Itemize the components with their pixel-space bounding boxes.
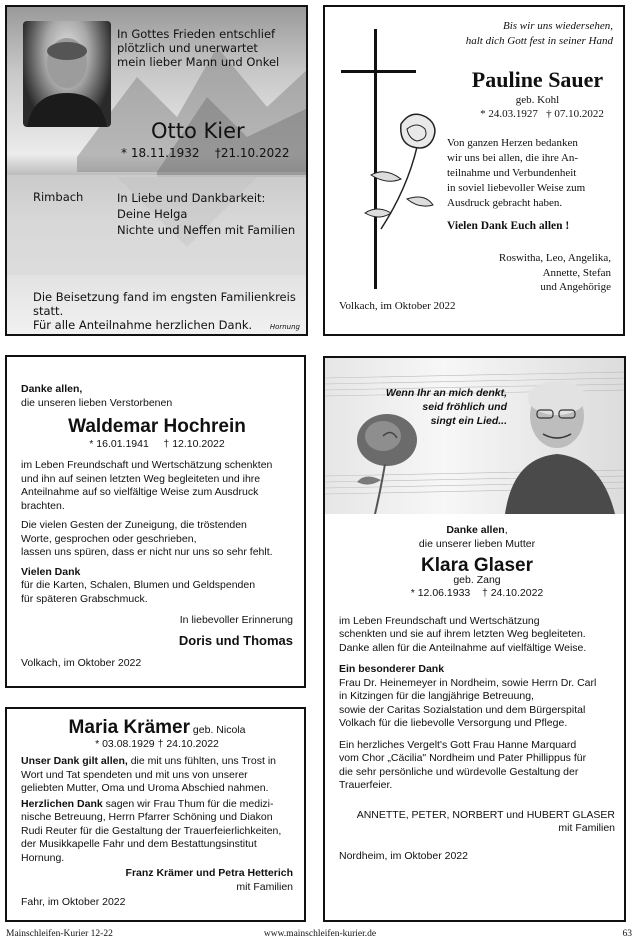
paragraph-1: Unser Dank gilt allen, die mit uns fühlten, uns Trost in Wort und Tat spendeten und mit uns von unserer geliebten Mutter, Oma und Uroma Abschied nahmen.: [21, 755, 277, 794]
footer-publication: Mainschleifen-Kurier 12-22: [6, 929, 113, 939]
thanks-subline: die unserer lieben Mutter: [418, 537, 536, 550]
birth-star-icon: *: [410, 587, 415, 599]
place-date: Volkach, im Oktober 2022: [339, 300, 456, 312]
dank-heading: Vielen Dank: [21, 565, 81, 578]
signers: ANNETTE, PETER, NORBERT und HUBERT GLASER: [356, 808, 615, 821]
signers-suffix: mit Familien: [236, 880, 293, 893]
portrait-photo: [23, 21, 111, 127]
dank-body: für die Karten, Schalen, Blumen und Geldspenden für späteren Grabschmuck.: [21, 579, 256, 605]
deceased-name: Maria Krämer: [68, 717, 190, 738]
deceased-name: Waldemar Hochrein: [68, 416, 246, 437]
paragraph-1: im Leben Freundschaft und Wertschätzung schenkten und sie auf ihrem letzten Weg begleiteten. Danke allen für die Anteilnahme auf vielfältige Weise.: [339, 614, 587, 654]
obituary-klara-glaser: [323, 356, 626, 922]
maiden-name: geb. Nicola: [192, 724, 246, 736]
paragraph-1: im Leben Freundschaft und Wertschätzung schenkten und ihn auf seinen letzten Weg begleiteten und ihre Anteilnahme auf so vielfältige Weise zum Ausdruck brachten.: [21, 459, 273, 512]
poem: Wenn Ihr an mich denkt, seid fröhlich und singt ein Lied...: [385, 387, 507, 427]
cross-and-rose-icon: [341, 29, 451, 299]
birth-star-icon: *: [89, 437, 94, 450]
deceased-name: Pauline Sauer: [471, 67, 604, 92]
death-date: 21.10.2022: [220, 146, 290, 160]
motto: Bis wir uns wiedersehen, halt dich Gott fest in seiner Hand: [465, 20, 613, 47]
family-signature: Roswitha, Leo, Angelika, Annette, Stefan und Angehörige: [498, 252, 611, 293]
paragraph-2: Die vielen Gesten der Zuneigung, die tröstenden Worte, gesprochen oder geschrieben, lassen uns spüren, dass er nicht nur uns so sehr fehlt.: [21, 519, 273, 558]
birth-date: 03.08.1929: [102, 737, 155, 750]
death-cross-icon: †: [214, 146, 221, 160]
family-signature: In Liebe und Dankbarkeit: Deine Helga Nichte und Neffen mit Familien: [117, 191, 296, 237]
death-date: 24.10.2022: [166, 737, 219, 750]
thanks-heading: Danke allen,: [21, 383, 83, 395]
designer-signature: Hornung: [269, 323, 300, 331]
closing-text: Die Beisetzung fand im engsten Familienkreis statt. Für alle Anteilnahme herzlichen Dank.: [33, 290, 296, 332]
life-dates: [21, 738, 293, 752]
thanks-subline: die unseren lieben Verstorbenen: [21, 396, 173, 409]
rose-and-portrait-illustration: [325, 358, 626, 514]
footer-website[interactable]: www.mainschleifen-kurier.de: [263, 929, 377, 939]
death-cross-icon: †: [546, 108, 552, 120]
thanks-heading: Danke allen,: [446, 524, 508, 536]
birth-star-icon: *: [480, 108, 486, 120]
signers: Doris und Thomas: [178, 632, 293, 648]
signers: Franz Krämer und Petra Hetterich: [125, 867, 293, 879]
death-date: 07.10.2022: [554, 108, 604, 120]
memory-line: In liebevoller Erinnerung: [179, 614, 293, 626]
life-dates: [21, 438, 293, 452]
header-photo: [325, 358, 624, 514]
place: Rimbach: [33, 190, 84, 204]
death-cross-icon: †: [163, 437, 170, 450]
footer-page-number: 63: [622, 929, 632, 939]
obituary-pauline-sauer: [323, 5, 625, 336]
maiden-name: geb. Zang: [453, 573, 501, 586]
name-line: [21, 717, 293, 738]
paragraph-2: Herzlichen Dank sagen wir Frau Thum für die medizi-nische Betreuung, Herrn Pfarrer Schöning und Diakon Rudi Reuter für die Gestaltung der Trauerfeierlichkeiten, der Musikkapelle Fahr und dem Bestattungsinstitut Hornung.: [21, 797, 282, 864]
birth-star-icon: *: [121, 146, 127, 160]
death-date: 24.10.2022: [490, 587, 544, 599]
death-date: 12.10.2022: [172, 437, 225, 450]
death-cross-icon: †: [481, 587, 488, 599]
thanks-text: Von ganzen Herzen bedanken wir uns bei allen, die ihre An- teilnahme und Verbundenheit in soviel liebevoller Weise zum Ausdruck gebracht haben.: [447, 137, 586, 209]
birth-star-icon: *: [95, 737, 100, 750]
place-date: Nordheim, im Oktober 2022: [339, 849, 468, 862]
special-thanks-heading: Ein besonderer Dank: [339, 663, 445, 675]
obituary-maria-kraemer: [5, 707, 306, 922]
obituary-otto-kier: [5, 5, 308, 336]
special-thanks-body: Frau Dr. Heinemeyer in Nordheim, sowie Herrn Dr. Carl in Kitzingen für die langjährige Betreuung, sowie der Caritas Sozialstation und dem Bürgerspital Volkach für die liebevolle Versorgung und Pflege.: [339, 676, 597, 729]
intro-text: In Gottes Frieden entschlief plötzlich und unerwartet mein lieber Mann und Onkel: [117, 27, 280, 69]
place-date: Fahr, im Oktober 2022: [21, 896, 126, 908]
paragraph-3: Ein herzliches Vergelt's Gott Frau Hanne Marquard vom Chor „Cäcilia" Nordheim und Pater Phillippus für die sehr persönliche und würdevolle Gestaltung der Trauerfeier.: [339, 738, 587, 791]
birth-date: 18.11.1932: [130, 146, 200, 160]
thanks-heading: Vielen Dank Euch allen !: [447, 220, 570, 232]
maiden-name: geb. Kohl: [515, 94, 560, 106]
life-dates: [339, 587, 615, 601]
signers-suffix: mit Familien: [558, 822, 615, 834]
life-dates: [457, 108, 625, 120]
birth-date: 24.03.1927: [488, 108, 538, 120]
deceased-name: Otto Kier: [151, 119, 245, 143]
life-dates: [121, 146, 290, 160]
place-date: Volkach, im Oktober 2022: [21, 657, 142, 669]
deceased-name: Klara Glaser: [421, 555, 533, 576]
obituary-waldemar-hochrein: [5, 355, 306, 688]
death-cross-icon: †: [157, 737, 164, 750]
birth-date: 16.01.1941: [96, 437, 149, 450]
birth-date: 12.06.1933: [417, 587, 471, 599]
